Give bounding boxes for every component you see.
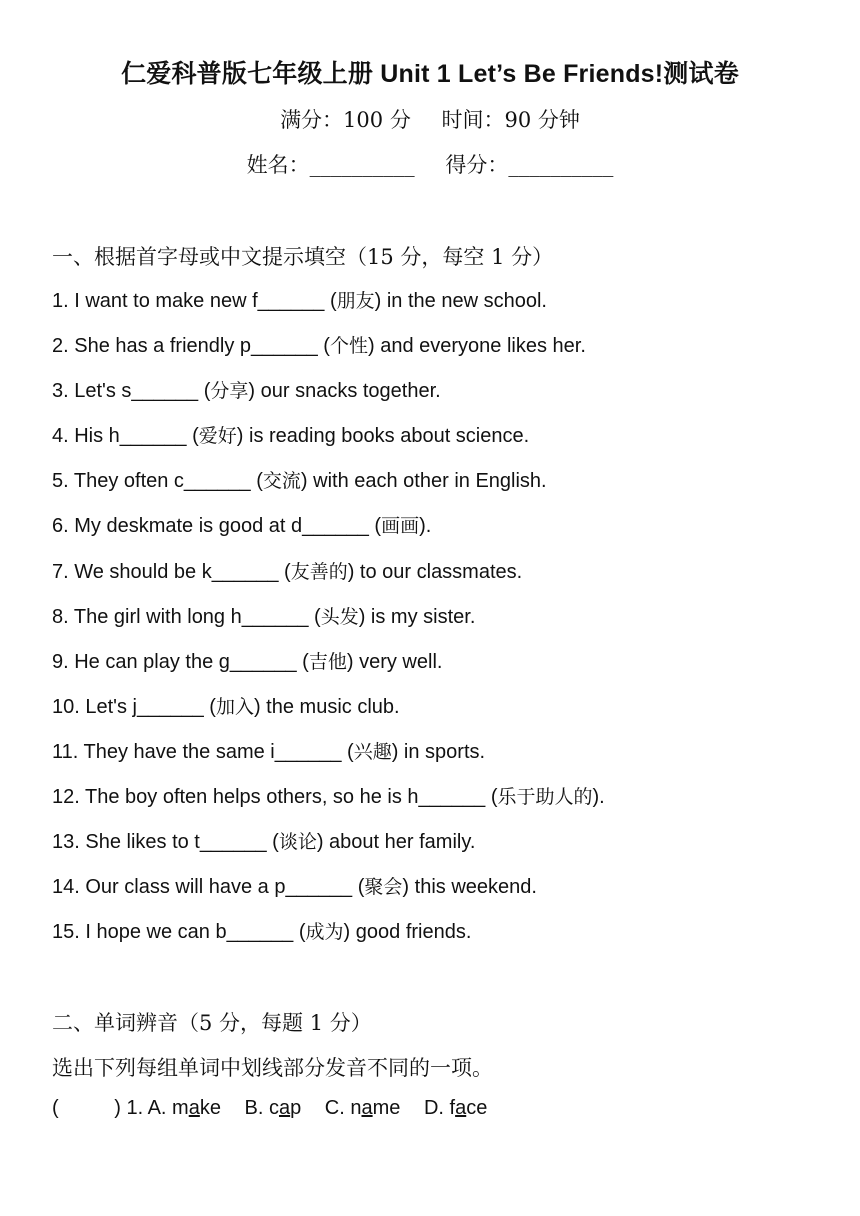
- answer-blank[interactable]: ( ): [52, 1097, 121, 1119]
- question-item: 10. Let's j______ (加入) the music club.: [52, 695, 400, 718]
- name-field[interactable]: 姓名：__________: [246, 153, 415, 177]
- question-item: 13. She likes to t______ (谈论) about her family.: [52, 831, 476, 854]
- question-item: 8. The girl with long h______ (头发) is my sister.: [52, 605, 476, 628]
- question-item: 15. I hope we can b______ (成为) good friends.: [52, 921, 472, 944]
- question-item: 1. I want to make new f______ (朋友) in the new school.: [52, 290, 547, 312]
- section2-instruction: 选出下列每组单词中划线部分发音不同的一项。: [52, 1056, 493, 1080]
- option-d: D. face: [423, 1097, 488, 1119]
- question-item: 3. Let's s______ (分享) our snacks together.: [52, 380, 441, 403]
- question-item: 7. We should be k______ (友善的) to our classmates.: [52, 560, 523, 583]
- section2-heading: 二、单词辨音（5 分，每题 1 分）: [52, 1011, 372, 1035]
- option-c: C. name: [324, 1097, 401, 1119]
- option-a: A. make: [147, 1097, 221, 1119]
- option-b: B. cap: [244, 1097, 302, 1119]
- score-time-line: [0, 104, 860, 134]
- question-item: 6. My deskmate is good at d______ (画画).: [52, 515, 432, 538]
- exam-title: 仁爱科普版七年级上册 Unit 1 Let’s Be Friends!测试卷: [121, 60, 739, 88]
- question-item: 4. His h______ (爱好) is reading books about science.: [52, 425, 530, 448]
- name-score-line: [0, 149, 860, 179]
- phonics-question-1: [52, 1097, 487, 1120]
- section1-question-list: [52, 287, 832, 963]
- full-score-text: 满分：100 分: [280, 108, 411, 132]
- question-item: 2. She has a friendly p______ (个性) and everyone likes her.: [52, 335, 586, 358]
- section1-heading: 一、根据首字母或中文提示填空（15 分，每空 1 分）: [52, 245, 554, 269]
- question-item: 9. He can play the g______ (吉他) very well.: [52, 650, 443, 673]
- time-text: 时间：90 分钟: [441, 108, 580, 132]
- score-field[interactable]: 得分：__________: [445, 153, 614, 177]
- question-item: 5. They often c______ (交流) with each other in English.: [52, 470, 547, 493]
- question-item: 12. The boy often helps others, so he is h______ (乐于助人的).: [52, 786, 605, 809]
- question-item: 11. They have the same i______ (兴趣) in sports.: [52, 740, 486, 763]
- question-number: 1.: [126, 1097, 144, 1119]
- question-item: 14. Our class will have a p______ (聚会) this weekend.: [52, 876, 537, 899]
